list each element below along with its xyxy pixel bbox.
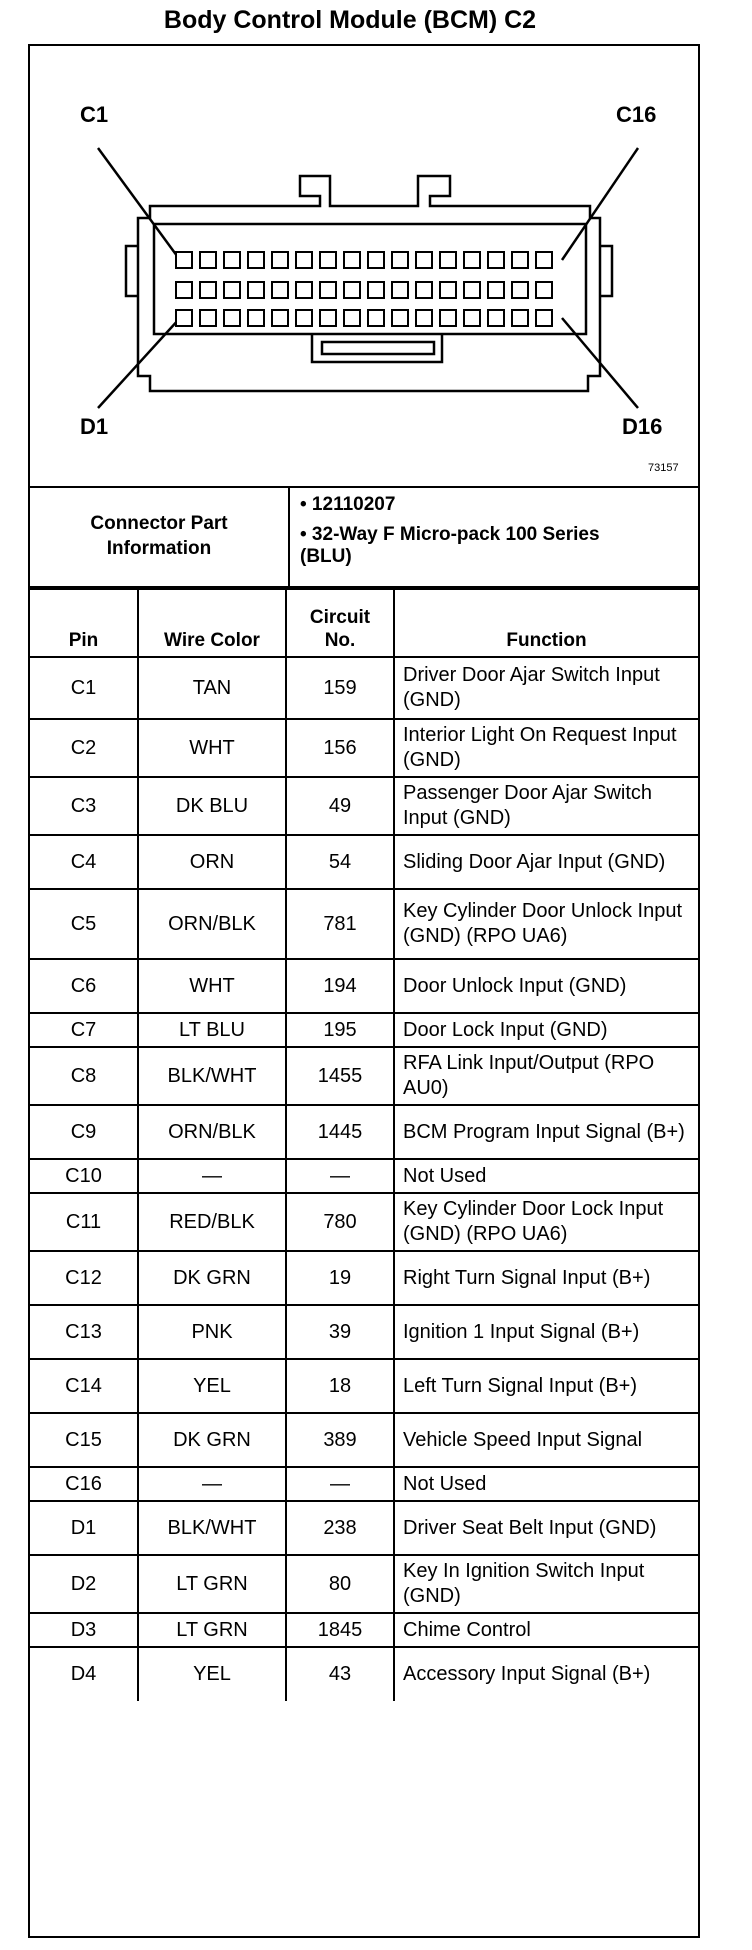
pinout-table bbox=[30, 588, 698, 1701]
connector-info-label-cell bbox=[30, 486, 290, 586]
wire-color-cell: PNK bbox=[138, 1305, 286, 1359]
label-c1: C1 bbox=[80, 102, 109, 127]
circuit-cell: 195 bbox=[286, 1013, 394, 1047]
part-number: • 12110207 bbox=[300, 494, 396, 515]
function-cell: Passenger Door Ajar Switch Input (GND) bbox=[394, 777, 698, 835]
table-row bbox=[30, 889, 698, 959]
header-pin: Pin bbox=[30, 589, 138, 657]
connector-description: • 32-Way F Micro-pack 100 Series (BLU) bbox=[300, 524, 600, 567]
circuit-cell: 43 bbox=[286, 1647, 394, 1701]
wire-color-cell: YEL bbox=[138, 1647, 286, 1701]
table-row bbox=[30, 1105, 698, 1159]
function-cell: Key Cylinder Door Lock Input (GND) (RPO UA6) bbox=[394, 1193, 698, 1251]
table-row bbox=[30, 1047, 698, 1105]
pin-cell: C13 bbox=[30, 1305, 138, 1359]
pin-cell: C16 bbox=[30, 1467, 138, 1501]
wire-color-cell: YEL bbox=[138, 1359, 286, 1413]
wire-color-cell: LT BLU bbox=[138, 1013, 286, 1047]
pin-cell: C15 bbox=[30, 1413, 138, 1467]
circuit-cell: 54 bbox=[286, 835, 394, 889]
connector-info-label: Connector Part Information bbox=[90, 513, 228, 559]
function-cell: Vehicle Speed Input Signal bbox=[394, 1413, 698, 1467]
pin-cell: C5 bbox=[30, 889, 138, 959]
function-cell: Driver Door Ajar Switch Input (GND) bbox=[394, 657, 698, 719]
circuit-cell: 238 bbox=[286, 1501, 394, 1555]
wire-color-cell: DK GRN bbox=[138, 1413, 286, 1467]
circuit-cell: 1845 bbox=[286, 1613, 394, 1647]
function-cell: Key Cylinder Door Unlock Input (GND) (RPO UA6) bbox=[394, 889, 698, 959]
connector-diagram bbox=[30, 46, 698, 488]
wire-color-cell: — bbox=[138, 1159, 286, 1193]
table-row bbox=[30, 1359, 698, 1413]
table-row bbox=[30, 959, 698, 1013]
function-cell: Sliding Door Ajar Input (GND) bbox=[394, 835, 698, 889]
pin-cell: C1 bbox=[30, 657, 138, 719]
table-row bbox=[30, 1159, 698, 1193]
circuit-cell: 194 bbox=[286, 959, 394, 1013]
pin-cell: D1 bbox=[30, 1501, 138, 1555]
pin-cell: C11 bbox=[30, 1193, 138, 1251]
table-header-row bbox=[30, 589, 698, 657]
wire-color-cell: BLK/WHT bbox=[138, 1501, 286, 1555]
wire-color-cell: LT GRN bbox=[138, 1613, 286, 1647]
table-row bbox=[30, 1647, 698, 1701]
function-cell: Driver Seat Belt Input (GND) bbox=[394, 1501, 698, 1555]
pin-cell: C6 bbox=[30, 959, 138, 1013]
circuit-cell: 156 bbox=[286, 719, 394, 777]
function-cell: Not Used bbox=[394, 1467, 698, 1501]
circuit-cell: 1455 bbox=[286, 1047, 394, 1105]
function-cell: Left Turn Signal Input (B+) bbox=[394, 1359, 698, 1413]
circuit-cell: 780 bbox=[286, 1193, 394, 1251]
header-circuit-no: Circuit No. bbox=[286, 589, 394, 657]
connector-part-information bbox=[30, 486, 698, 588]
function-cell: Door Unlock Input (GND) bbox=[394, 959, 698, 1013]
figure-number: 73157 bbox=[648, 462, 679, 474]
header-function: Function bbox=[394, 589, 698, 657]
pin-cell: C10 bbox=[30, 1159, 138, 1193]
function-cell: Ignition 1 Input Signal (B+) bbox=[394, 1305, 698, 1359]
connector-document bbox=[28, 44, 700, 1938]
function-cell: RFA Link Input/Output (RPO AU0) bbox=[394, 1047, 698, 1105]
table-row bbox=[30, 1613, 698, 1647]
function-cell: Key In Ignition Switch Input (GND) bbox=[394, 1555, 698, 1613]
pin-cell: C3 bbox=[30, 777, 138, 835]
pin-cell: C2 bbox=[30, 719, 138, 777]
table-row bbox=[30, 1251, 698, 1305]
wire-color-cell: ORN bbox=[138, 835, 286, 889]
pin-cell: C12 bbox=[30, 1251, 138, 1305]
function-cell: Right Turn Signal Input (B+) bbox=[394, 1251, 698, 1305]
function-cell: BCM Program Input Signal (B+) bbox=[394, 1105, 698, 1159]
circuit-cell: 80 bbox=[286, 1555, 394, 1613]
circuit-cell: 781 bbox=[286, 889, 394, 959]
circuit-cell: — bbox=[286, 1467, 394, 1501]
label-c16: C16 bbox=[616, 102, 657, 127]
table-row bbox=[30, 1193, 698, 1251]
circuit-cell: 19 bbox=[286, 1251, 394, 1305]
pin-cell: C9 bbox=[30, 1105, 138, 1159]
table-row bbox=[30, 1501, 698, 1555]
table-row bbox=[30, 777, 698, 835]
pin-cell: C7 bbox=[30, 1013, 138, 1047]
wire-color-cell: WHT bbox=[138, 719, 286, 777]
wire-color-cell: WHT bbox=[138, 959, 286, 1013]
label-d16: D16 bbox=[622, 414, 663, 439]
function-cell: Interior Light On Request Input (GND) bbox=[394, 719, 698, 777]
circuit-cell: 49 bbox=[286, 777, 394, 835]
circuit-cell: 159 bbox=[286, 657, 394, 719]
circuit-cell: — bbox=[286, 1159, 394, 1193]
pin-cell: D4 bbox=[30, 1647, 138, 1701]
wire-color-cell: LT GRN bbox=[138, 1555, 286, 1613]
table-row bbox=[30, 1467, 698, 1501]
function-cell: Not Used bbox=[394, 1159, 698, 1193]
pin-cell: C8 bbox=[30, 1047, 138, 1105]
circuit-cell: 1445 bbox=[286, 1105, 394, 1159]
function-cell: Chime Control bbox=[394, 1613, 698, 1647]
wire-color-cell: ORN/BLK bbox=[138, 889, 286, 959]
table-row bbox=[30, 657, 698, 719]
pin-cell: D2 bbox=[30, 1555, 138, 1613]
table-row bbox=[30, 719, 698, 777]
wire-color-cell: TAN bbox=[138, 657, 286, 719]
wire-color-cell: DK BLU bbox=[138, 777, 286, 835]
wire-color-cell: RED/BLK bbox=[138, 1193, 286, 1251]
function-cell: Door Lock Input (GND) bbox=[394, 1013, 698, 1047]
connector-drawing bbox=[30, 46, 698, 486]
wire-color-cell: — bbox=[138, 1467, 286, 1501]
table-row bbox=[30, 1555, 698, 1613]
wire-color-cell: BLK/WHT bbox=[138, 1047, 286, 1105]
pin-cell: D3 bbox=[30, 1613, 138, 1647]
circuit-cell: 18 bbox=[286, 1359, 394, 1413]
header-wire-color: Wire Color bbox=[138, 589, 286, 657]
table-row bbox=[30, 835, 698, 889]
wire-color-cell: DK GRN bbox=[138, 1251, 286, 1305]
table-row bbox=[30, 1305, 698, 1359]
label-d1: D1 bbox=[80, 414, 109, 439]
pin-cell: C14 bbox=[30, 1359, 138, 1413]
table-row bbox=[30, 1013, 698, 1047]
table-row bbox=[30, 1413, 698, 1467]
wire-color-cell: ORN/BLK bbox=[138, 1105, 286, 1159]
function-cell: Accessory Input Signal (B+) bbox=[394, 1647, 698, 1701]
pin-cell: C4 bbox=[30, 835, 138, 889]
circuit-cell: 389 bbox=[286, 1413, 394, 1467]
page-title: Body Control Module (BCM) C2 bbox=[163, 6, 537, 34]
connector-info-values bbox=[300, 494, 600, 576]
circuit-cell: 39 bbox=[286, 1305, 394, 1359]
